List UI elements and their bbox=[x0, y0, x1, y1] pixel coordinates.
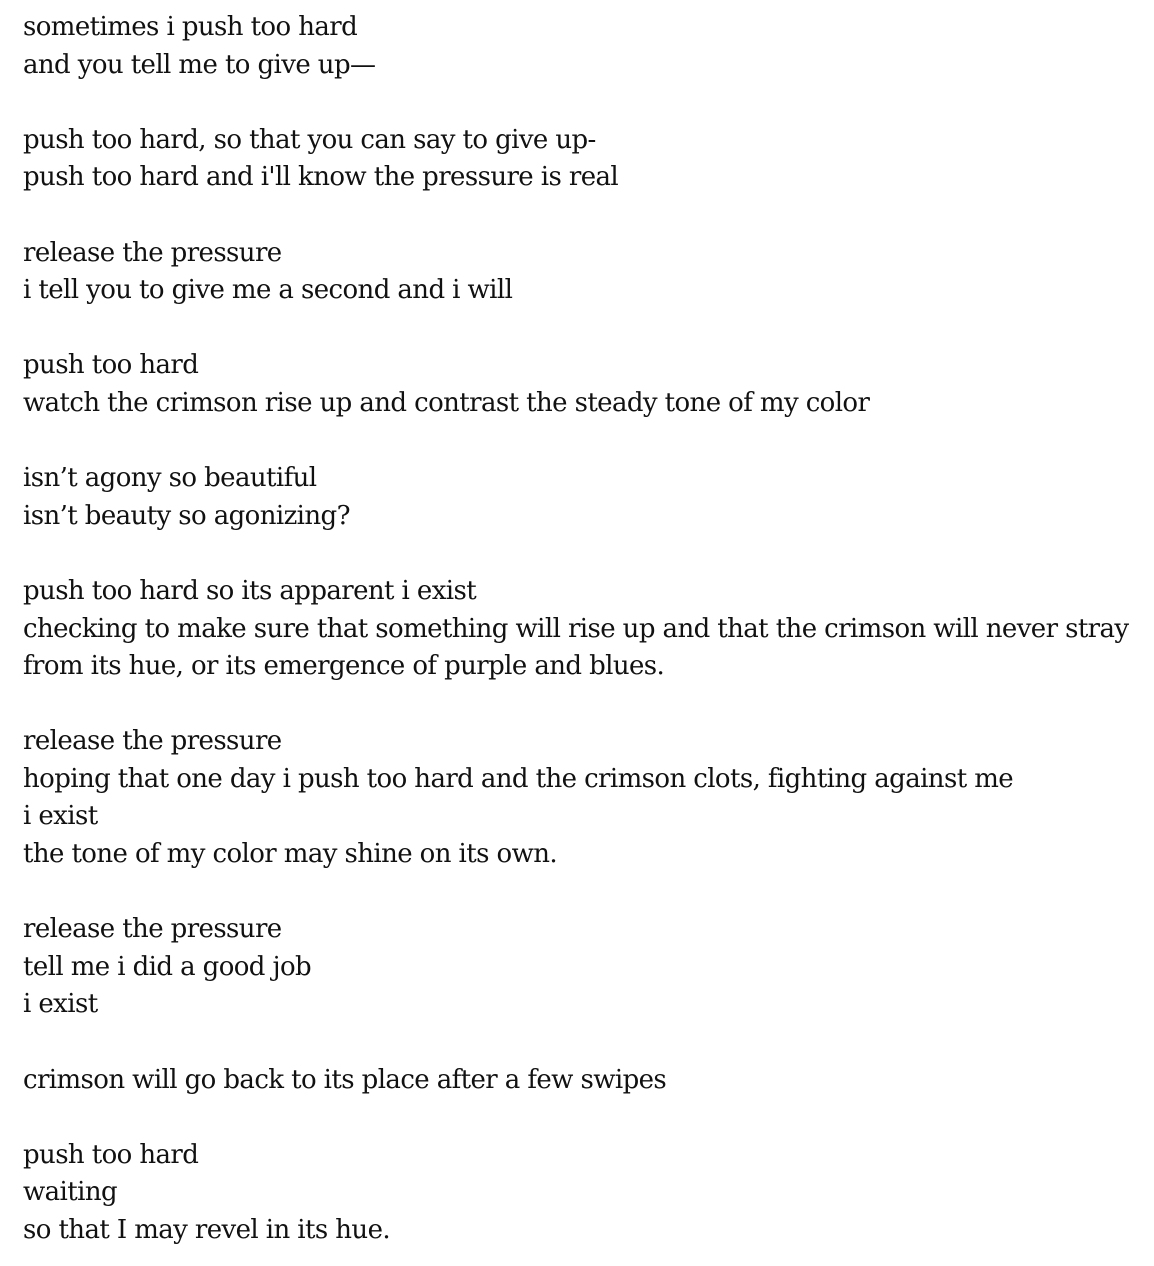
poem-line: push too hard so its apparent i exist bbox=[23, 575, 477, 606]
poem-line: waiting bbox=[23, 1177, 118, 1208]
stanza bbox=[23, 235, 1154, 310]
poem-line: from its hue, or its emergence of purple and blues. bbox=[23, 651, 665, 682]
poem-line: and you tell me to give up— bbox=[23, 49, 376, 80]
poem-line: so that I may revel in its hue. bbox=[23, 1215, 391, 1245]
poem-line: the tone of my color may shine on its own. bbox=[23, 839, 558, 870]
poem-line: i exist bbox=[23, 989, 98, 1020]
poem-line: i tell you to give me a second and i will bbox=[23, 275, 513, 306]
poem-line: push too hard and i'll know the pressure is real bbox=[23, 162, 619, 193]
stanza bbox=[23, 723, 1154, 873]
poem-line: isn’t agony so beautiful bbox=[23, 463, 317, 494]
poem-line: crimson will go back to its place after a few swipes bbox=[23, 1064, 667, 1095]
poem-line: tell me i did a good job bbox=[23, 951, 312, 982]
poem-line: sometimes i push too hard bbox=[23, 12, 358, 42]
stanza bbox=[23, 347, 1154, 422]
stanza bbox=[23, 122, 1154, 197]
poem-line: release the pressure bbox=[23, 237, 282, 268]
stanza bbox=[23, 911, 1154, 1024]
poem-line: checking to make sure that something will rise up and that the crimson will never stray bbox=[23, 613, 1129, 644]
poem-line: isn’t beauty so agonizing? bbox=[23, 500, 350, 531]
poem-line: push too hard, so that you can say to give up- bbox=[23, 124, 596, 155]
stanza bbox=[23, 460, 1154, 535]
stanza bbox=[23, 1062, 1154, 1100]
stanza bbox=[23, 1137, 1154, 1250]
poem-line: push too hard bbox=[23, 350, 199, 381]
poem-line: push too hard bbox=[23, 1139, 199, 1170]
poem-line: release the pressure bbox=[23, 726, 282, 757]
poem-line: hoping that one day i push too hard and the crimson clots, fighting against me bbox=[23, 763, 1014, 794]
poem-line: watch the crimson rise up and contrast the steady tone of my color bbox=[23, 387, 870, 418]
poem-line: release the pressure bbox=[23, 914, 282, 945]
poem-line: i exist bbox=[23, 801, 98, 832]
stanza bbox=[23, 9, 1154, 84]
stanza bbox=[23, 573, 1154, 686]
